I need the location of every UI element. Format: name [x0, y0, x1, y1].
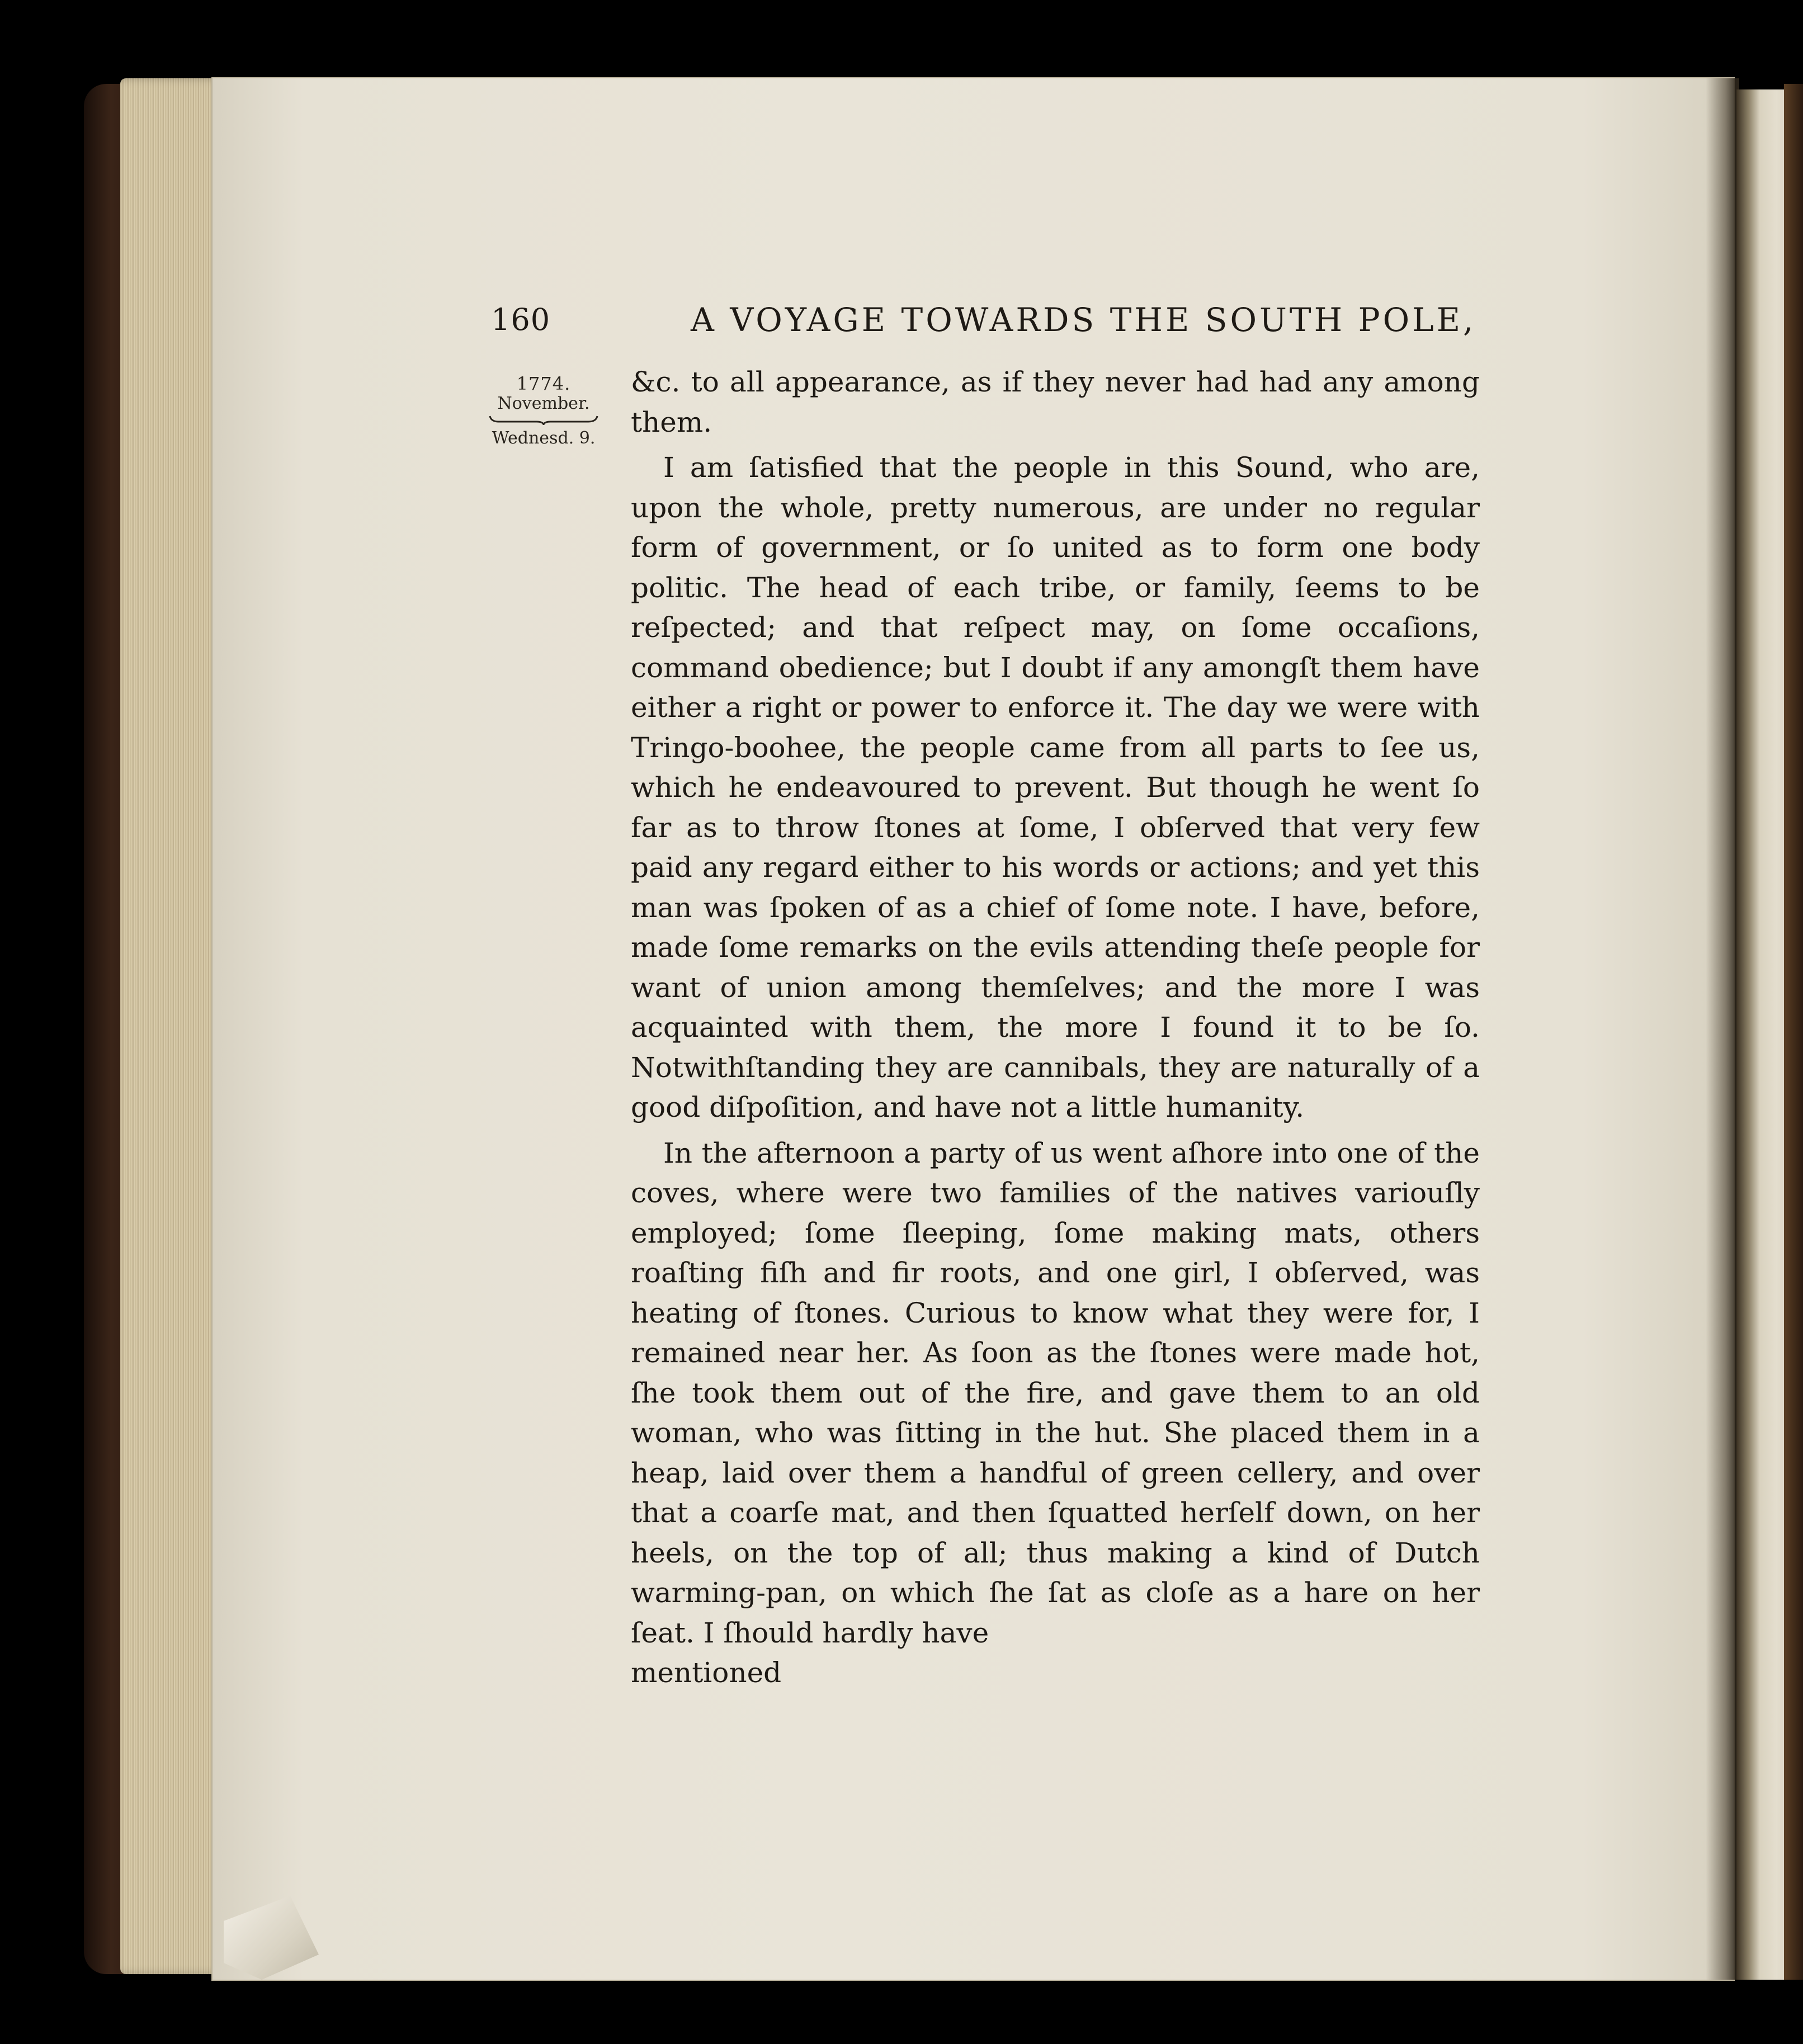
running-title: A VOYAGE TOWARDS THE SOUTH POLE, [691, 301, 1476, 339]
margin-note [488, 374, 600, 449]
paragraph-continuation: &c. to all appearance, as if they never had had any among them. [631, 366, 1480, 438]
paragraph-afternoon: In the afternoon a party of us went aſhore into one of the coves, where were two families of the natives variouſly employed; ſome ſleeping, ſome making mats, others roaſting fiſh and fir roots, and one girl, I obſerved, was heating of ſtones. Curious to know what they were for, I remained near her. As ſoon as the ſtones were made hot, ſhe took them out of the fire, and gave them to an old woman, who was ſitting in the hut. She placed them in a heap, laid over them a handful of green cellery, and over that a coarſe mat, and then ſquatted herſelf down, on her heels, on the top of all; thus making a kind of Dutch warming-pan, on which ſhe ſat as cloſe as a hare on her ſeat. I ſhould hardly have [631, 1136, 1480, 1649]
page-number: 160 [491, 302, 551, 337]
gutter-shadow [1706, 78, 1739, 1980]
catchword: mentioned [631, 1656, 782, 1689]
brace-icon [488, 415, 600, 425]
margin-day: Wednesd. 9. [492, 428, 596, 448]
body-text [631, 362, 1480, 1693]
margin-year: 1774. [516, 373, 571, 394]
right-cover [1784, 84, 1803, 1980]
paragraph-government: I am ſatisfied that the people in this Sound, who are, upon the whole, pretty numerous, are under no regular form of government, or ſo united as to form one body politic. The head of each tribe, or family, ſeems to be reſpected; and that reſpect may, on ſome occaſions, command obedience; but I doubt if any amongſt them have either a right or power to enforce it. The day we were with Tringo-boohee, the people came from all parts to ſee us, which he endeavoured to prevent. But though he went ſo far as to throw ſtones at ſome, I obſerved that very few paid any regard either to his words or actions; and yet this man was ſpoken of as a chief of ſome note. I have, before, made ſome remarks on the evils attending theſe people for want of union among themſelves; and the more I was acquainted with them, the more I found it to be ſo. Notwithſtanding they are cannibals, they are naturally of a good diſpoſition, and have not a little humanity. [631, 451, 1480, 1124]
margin-month: November. [497, 394, 590, 413]
